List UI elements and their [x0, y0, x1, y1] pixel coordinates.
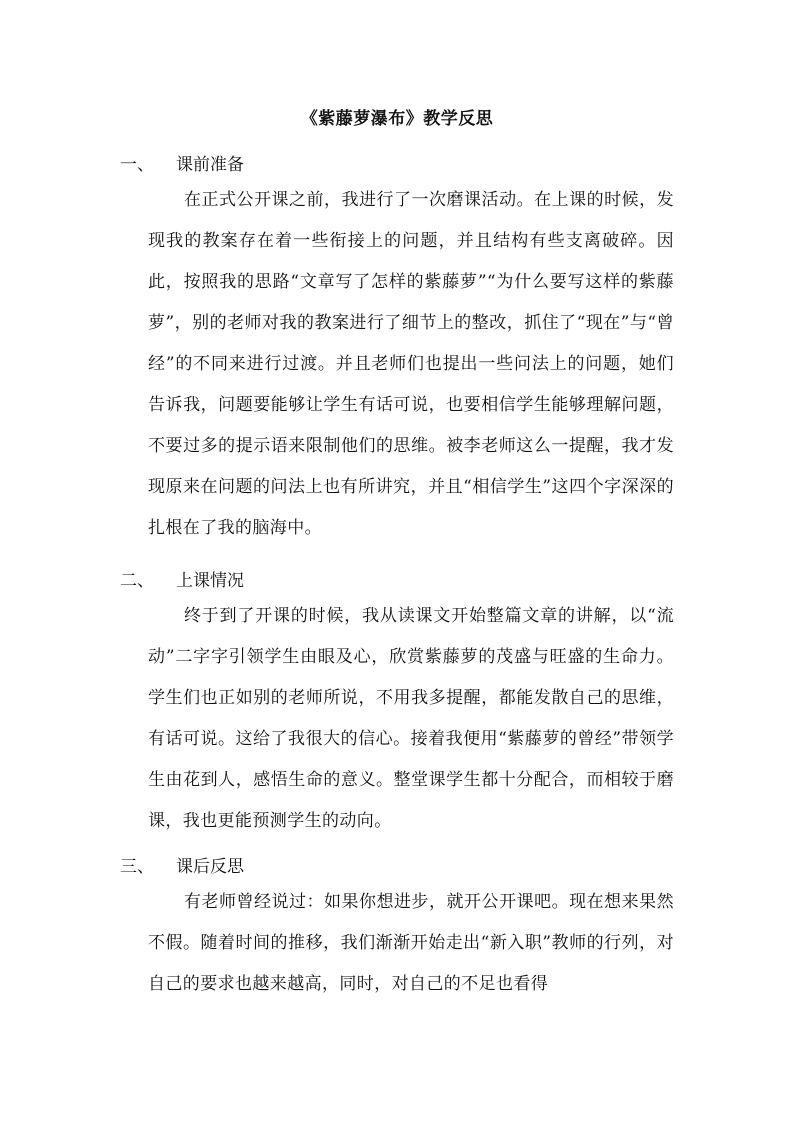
section-title: 上课情况 [176, 571, 244, 591]
section-number: 一、 [120, 155, 154, 175]
section-paragraph-1: 在正式公开课之前，我进行了一次磨课活动。在上课的时候，发现我的教案存在着一些衔接上的问题，并且结构有些支离破碎。因此，按照我的思路“文章写了怎样的紫藤萝”“为什么要写这样的紫藤萝”，别的老师对我的教案进行了细节上的整改，抓住了“现在”与“曾经”的不同来进行过渡。并且老师们也提出一些问法上的问题，她们告诉我，问题要能够让学生有话可说，也要相信学生能够理解问题，不要过多的提示语来限制他们的思维。被李老师这么一提醒，我才发现原来在问题的问法上也有所讲究，并且“相信学生”这四个字深深的扎根在了我的脑海中。 [148, 190, 674, 538]
section-heading-2 [120, 566, 244, 591]
section-paragraph-2: 终于到了开课的时候，我从读课文开始整篇文章的讲解，以“流动”二字字引领学生由眼及心，欣赏紫藤萝的茂盛与旺盛的生命力。学生们也正如别的老师所说，不用我多提醒，都能发散自己的思维，有话可说。这给了我很大的信心。接着我便用“紫藤萝的曾经”带领学生由花到人，感悟生命的意义。整堂课学生都十分配合，而相较于磨课，我也更能预测学生的动向。 [148, 606, 674, 831]
section-title: 课前准备 [176, 155, 244, 175]
section-heading-1 [120, 150, 244, 175]
section-title: 课后反思 [176, 857, 244, 877]
section-number: 三、 [120, 857, 154, 877]
page-title: 《紫藤萝瀑布》教学反思 [300, 109, 494, 129]
section-heading-3 [120, 852, 244, 877]
section-paragraph-3: 有老师曾经说过：如果你想进步，就开公开课吧。现在想来果然不假。随着时间的推移，我们渐渐开始走出“新入职”教师的行列，对自己的要求也越来越高，同时，对自己的不足也看得 [148, 892, 674, 994]
section-number: 二、 [120, 571, 154, 591]
